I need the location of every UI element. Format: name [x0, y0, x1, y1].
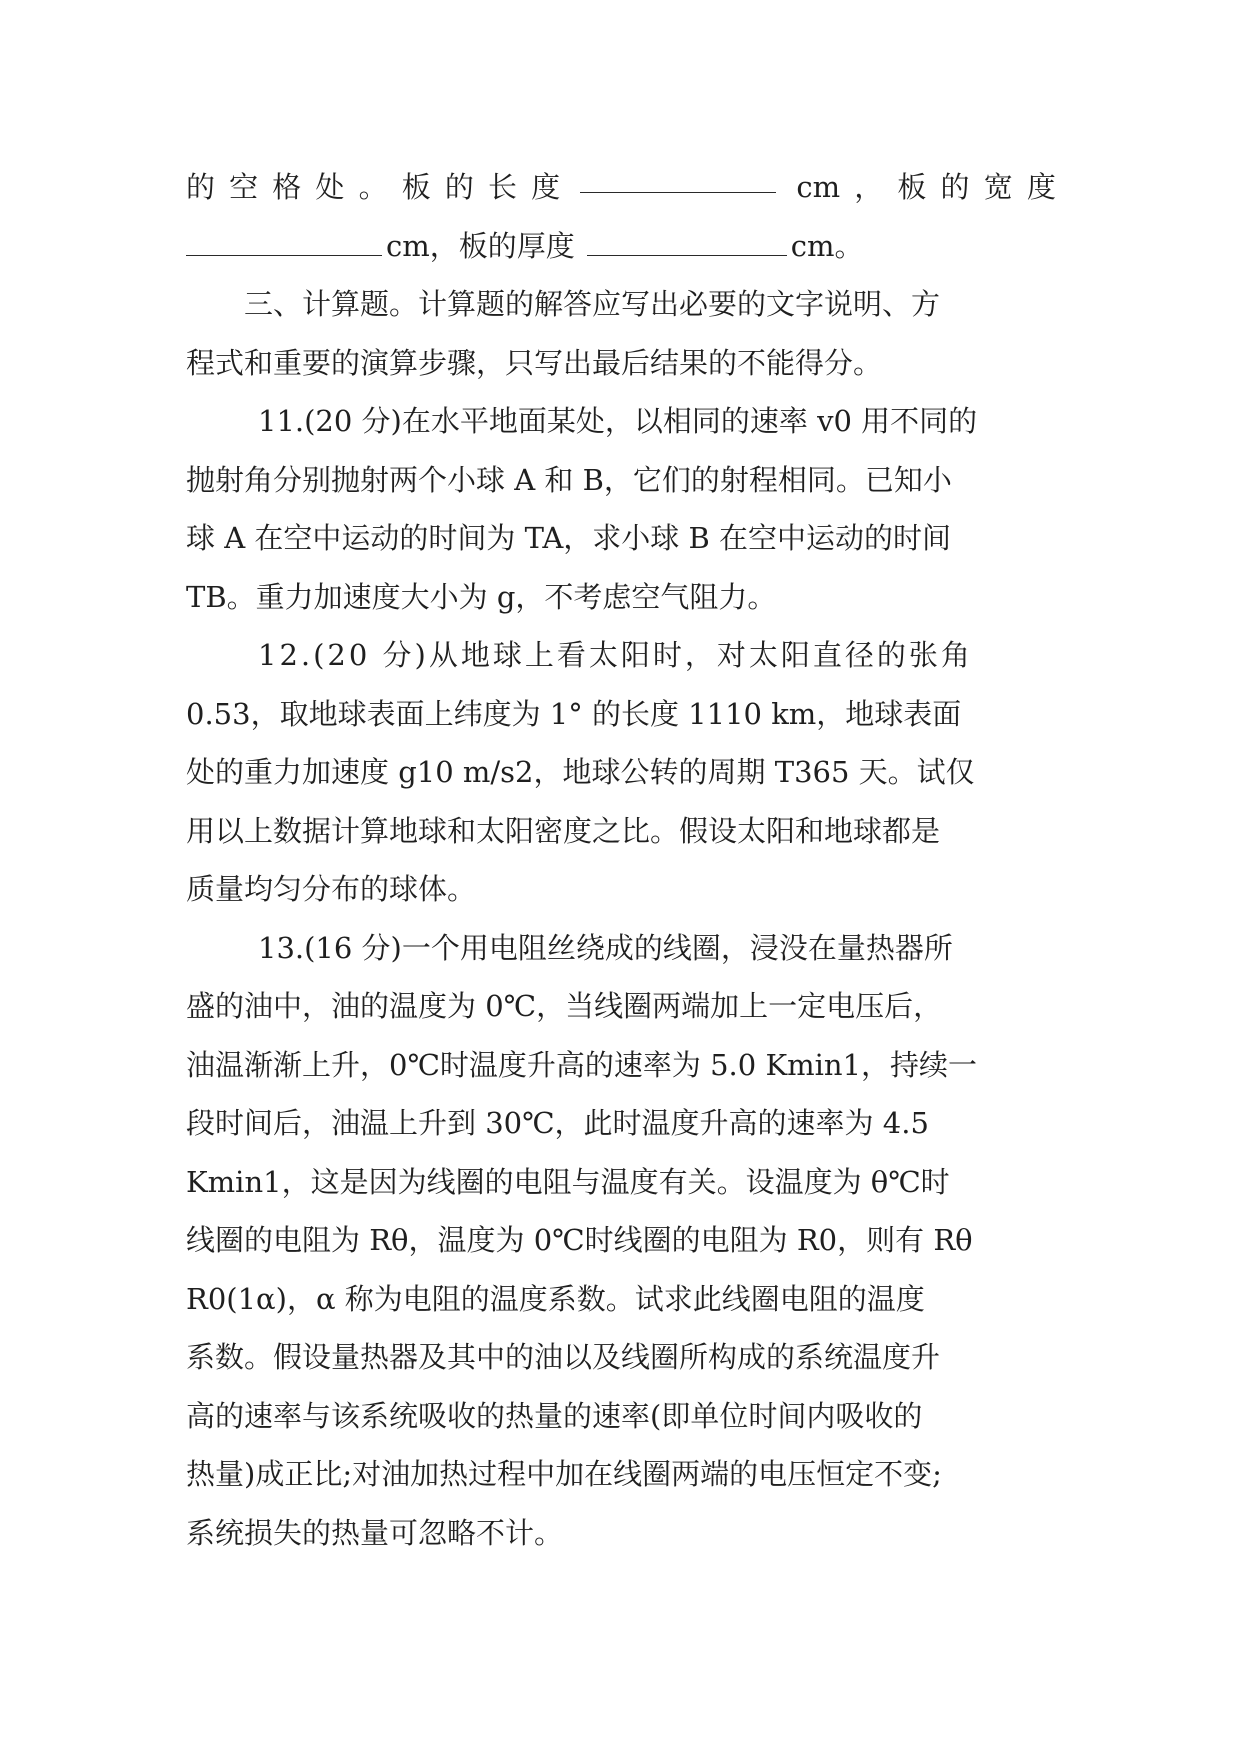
q13-line-6: 线圈的电阻为 Rθ，温度为 0℃时线圈的电阻为 R0，则有 Rθ [186, 1223, 973, 1257]
q12-line-5: 质量均匀分布的球体。 [186, 872, 477, 906]
q12-line-1: 12.(20 分)从地球上看太阳时，对太阳直径的张角 [258, 638, 973, 672]
fill-char: 空 [229, 170, 259, 204]
q13-line-5: Kmin1，这是因为线圈的电阻与温度有关。设温度为 θ℃时 [186, 1164, 950, 1199]
fill-char: 宽 [983, 170, 1013, 204]
fill-char: ， [854, 170, 884, 204]
q13-line-10: 热量)成正比;对油加热过程中加在线圈两端的电压恒定不变; [186, 1457, 942, 1491]
q11-line-3: 球 A 在空中运动的时间为 TA，求小球 B 在空中运动的时间 [186, 521, 952, 555]
q12-line-2: 0.53，取地球表面上纬度为 1° 的长度 1110 km，地球表面 [186, 696, 962, 731]
q13-line-2: 盛的油中，油的温度为 0℃，当线圈两端加上一定电压后， [186, 989, 943, 1023]
fill-char: 的 [444, 170, 474, 204]
answer-blank-thickness[interactable] [587, 221, 787, 256]
document-body [186, 158, 1056, 1562]
answer-blank-length[interactable] [580, 158, 776, 193]
fill-char: 格 [272, 170, 302, 204]
fill-char: 板 [401, 170, 431, 204]
fill-char: 处 [315, 170, 345, 204]
q13-line-9: 高的速率与该系统吸收的热量的速率(即单位时间内吸收的 [186, 1398, 923, 1433]
fill-char: 板 [897, 170, 927, 204]
q13-line-1: 13.(16 分)一个用电阻丝绕成的线圈，浸没在量热器所 [258, 930, 953, 965]
q12-line-4: 用以上数据计算地球和太阳密度之比。假设太阳和地球都是 [186, 813, 941, 848]
q11-line-4: TB。重力加速度大小为 g，不考虑空气阻力。 [186, 579, 777, 614]
q13-line-7: R0(1α)，α 称为电阻的温度系数。试求此线圈电阻的温度 [186, 1281, 925, 1316]
unit-cm: cm [796, 170, 841, 204]
fill-char: 的 [940, 170, 970, 204]
section-heading-line-2: 程式和重要的演算步骤，只写出最后结果的不能得分。 [186, 345, 883, 380]
fill-char: 度 [531, 170, 561, 204]
q11-line-2: 抛射角分别抛射两个小球 A 和 B，它们的射程相同。已知小 [186, 462, 952, 497]
q13-line-3: 油温渐渐上升，0℃时温度升高的速率为 5.0 Kmin1，持续一 [186, 1047, 978, 1082]
q13-line-4: 段时间后，油温上升到 30℃，此时温度升高的速率为 4.5 [186, 1106, 929, 1140]
q11-line-1: 11.(20 分)在水平地面某处，以相同的速率 v0 用不同的 [258, 404, 978, 438]
q13-line-8: 系数。假设量热器及其中的油以及线圈所构成的系统温度升 [186, 1340, 941, 1374]
fill-char: 度 [1026, 170, 1056, 204]
fill-in-line-2 [186, 217, 1056, 276]
q12-line-3: 处的重力加速度 g10 m/s2，地球公转的周期 T365 天。试仅 [186, 755, 975, 789]
fill-char: 。 [358, 170, 388, 204]
fill-char: 长 [487, 170, 517, 204]
answer-blank-width[interactable] [186, 221, 382, 256]
fill-char: 的 [186, 170, 216, 204]
section-heading-line-1: 三、计算题。计算题的解答应写出必要的文字说明、方 [244, 287, 941, 321]
q13-line-11: 系统损失的热量可忽略不计。 [186, 1515, 564, 1550]
fill-text: cm，板的厚度 [386, 228, 575, 263]
fill-text-end: cm。 [790, 228, 864, 263]
fill-in-line-1 [186, 158, 1056, 217]
